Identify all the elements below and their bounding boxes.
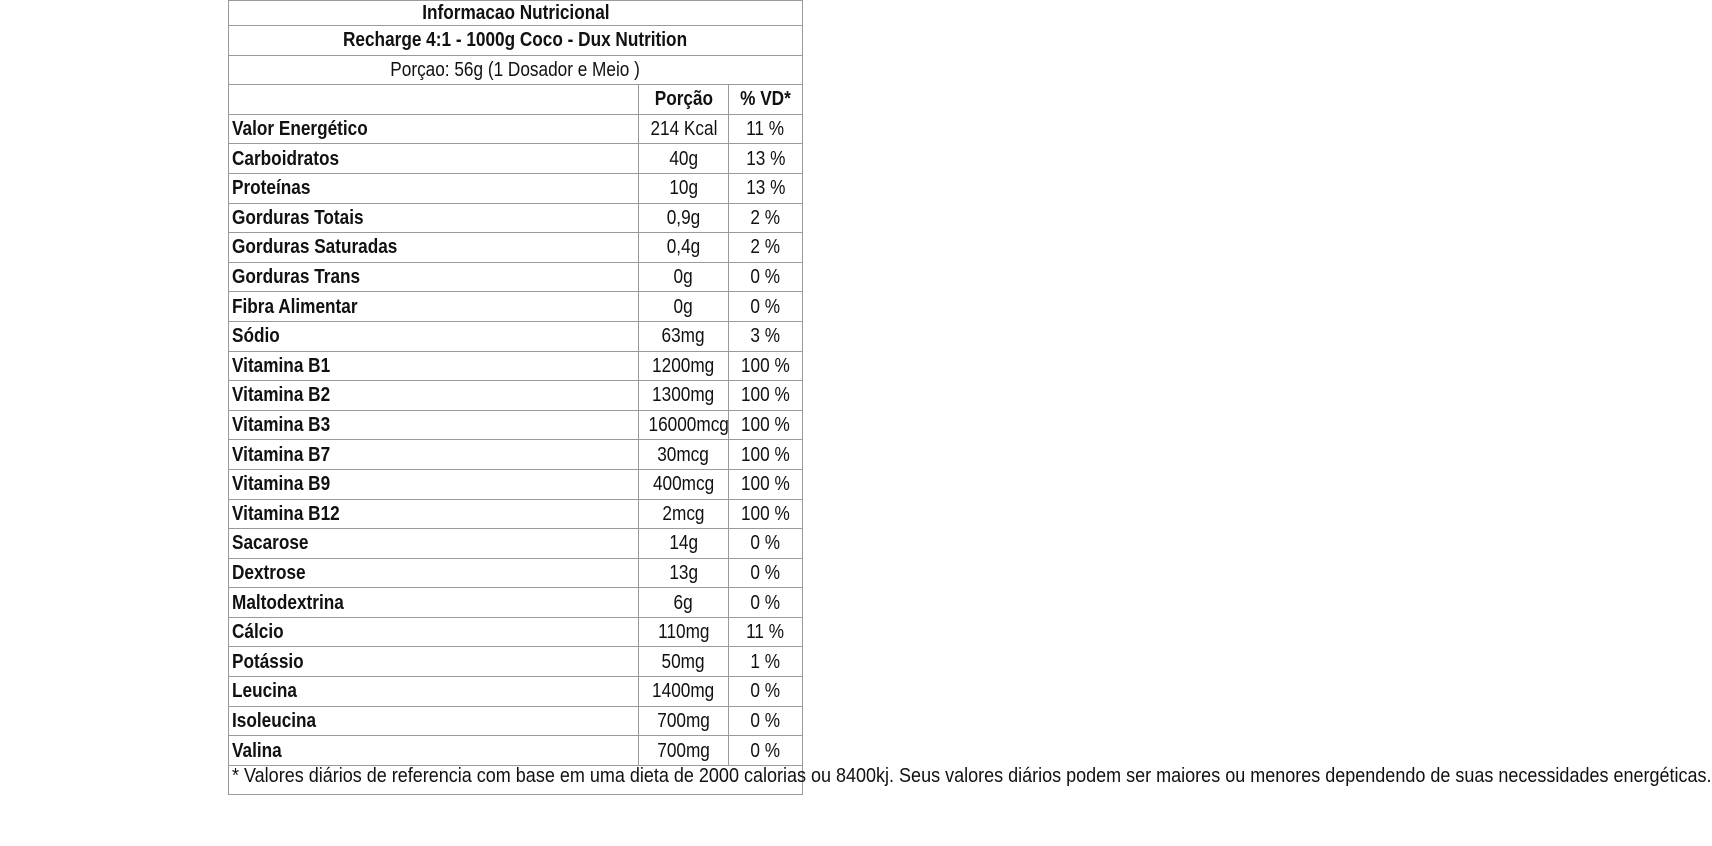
nutrient-name: Gorduras Trans — [229, 262, 639, 292]
nutrient-name: Valor Energético — [229, 114, 639, 144]
nutrient-dv: 13 % — [729, 173, 803, 203]
nutrient-name: Sódio — [229, 321, 639, 351]
nutrient-portion: 0,4g — [639, 233, 729, 263]
nutrient-dv: 11 % — [729, 617, 803, 647]
column-header-portion: Porção — [639, 85, 729, 115]
table-row — [229, 706, 803, 736]
nutrient-name: Vitamina B2 — [229, 381, 639, 411]
nutrient-portion: 14g — [639, 529, 729, 559]
nutrition-facts-panel — [228, 0, 1712, 846]
nutrient-portion: 10g — [639, 173, 729, 203]
column-header-dv: % VD* — [729, 85, 803, 115]
nutrient-portion: 400mcg — [639, 469, 729, 499]
nutrient-name: Fibra Alimentar — [229, 292, 639, 322]
nutrient-name: Isoleucina — [229, 706, 639, 736]
table-row — [229, 558, 803, 588]
nutrient-name: Maltodextrina — [229, 588, 639, 618]
nutrient-name: Valina — [229, 736, 639, 766]
footnote: * Valores diários de referencia com base em uma dieta de 2000 calorias ou 8400kj. Seus valores diários podem ser maiores ou menores dependendo de suas necessidades energéticas. — [229, 765, 803, 795]
product-row — [229, 26, 803, 56]
nutrient-dv: 11 % — [729, 114, 803, 144]
nutrient-portion: 0g — [639, 262, 729, 292]
nutrient-name: Leucina — [229, 677, 639, 707]
nutrient-dv: 0 % — [729, 588, 803, 618]
nutrient-name: Vitamina B12 — [229, 499, 639, 529]
table-row — [229, 617, 803, 647]
table-row — [229, 499, 803, 529]
nutrient-portion: 214 Kcal — [639, 114, 729, 144]
nutrient-portion: 700mg — [639, 706, 729, 736]
nutrient-dv: 0 % — [729, 706, 803, 736]
table-row — [229, 203, 803, 233]
nutrient-dv: 0 % — [729, 677, 803, 707]
table-row — [229, 469, 803, 499]
nutrient-dv: 100 % — [729, 381, 803, 411]
table-row — [229, 381, 803, 411]
nutrient-name: Vitamina B1 — [229, 351, 639, 381]
table-row — [229, 647, 803, 677]
table-row — [229, 588, 803, 618]
table-row — [229, 736, 803, 766]
nutrient-dv: 3 % — [729, 321, 803, 351]
nutrient-name: Vitamina B3 — [229, 410, 639, 440]
nutrient-dv: 2 % — [729, 203, 803, 233]
nutrient-portion: 1200mg — [639, 351, 729, 381]
nutrient-portion: 6g — [639, 588, 729, 618]
nutrient-dv: 0 % — [729, 529, 803, 559]
nutrient-name: Potássio — [229, 647, 639, 677]
nutrient-dv: 100 % — [729, 499, 803, 529]
nutrient-portion: 30mcg — [639, 440, 729, 470]
nutrient-portion: 700mg — [639, 736, 729, 766]
nutrient-portion: 13g — [639, 558, 729, 588]
nutrient-portion: 50mg — [639, 647, 729, 677]
nutrient-name: Cálcio — [229, 617, 639, 647]
title-row — [229, 1, 803, 26]
nutrient-name: Carboidratos — [229, 144, 639, 174]
nutrient-portion: 1300mg — [639, 381, 729, 411]
nutrient-dv: 100 % — [729, 410, 803, 440]
nutrient-portion: 110mg — [639, 617, 729, 647]
table-row — [229, 173, 803, 203]
table-row — [229, 529, 803, 559]
nutrient-dv: 100 % — [729, 469, 803, 499]
nutrient-dv: 100 % — [729, 440, 803, 470]
nutrient-dv: 0 % — [729, 262, 803, 292]
nutrient-name: Vitamina B9 — [229, 469, 639, 499]
nutrient-dv: 1 % — [729, 647, 803, 677]
nutrient-name: Gorduras Saturadas — [229, 233, 639, 263]
nutrient-name: Sacarose — [229, 529, 639, 559]
nutrient-portion: 40g — [639, 144, 729, 174]
nutrient-dv: 2 % — [729, 233, 803, 263]
footnote-row — [229, 765, 803, 795]
table-row — [229, 144, 803, 174]
table-row — [229, 321, 803, 351]
nutrient-portion: 0g — [639, 292, 729, 322]
table-row — [229, 292, 803, 322]
nutrient-portion: 16000mcg — [639, 410, 729, 440]
table-row — [229, 351, 803, 381]
nutrient-portion: 0,9g — [639, 203, 729, 233]
table-row — [229, 410, 803, 440]
nutrient-dv: 13 % — [729, 144, 803, 174]
serving-row — [229, 55, 803, 85]
product-name: Recharge 4:1 - 1000g Coco - Dux Nutrition — [229, 26, 803, 56]
nutrient-name: Proteínas — [229, 173, 639, 203]
nutrient-portion: 1400mg — [639, 677, 729, 707]
nutrient-dv: 0 % — [729, 558, 803, 588]
header-row — [229, 85, 803, 115]
nutrient-dv: 0 % — [729, 736, 803, 766]
nutrient-name: Dextrose — [229, 558, 639, 588]
table-title: Informacao Nutricional — [229, 1, 803, 26]
nutrient-portion: 2mcg — [639, 499, 729, 529]
table-row — [229, 262, 803, 292]
table-row — [229, 677, 803, 707]
nutrient-dv: 0 % — [729, 292, 803, 322]
table-row — [229, 440, 803, 470]
nutrient-name: Vitamina B7 — [229, 440, 639, 470]
nutrient-dv: 100 % — [729, 351, 803, 381]
table-row — [229, 233, 803, 263]
nutrient-portion: 63mg — [639, 321, 729, 351]
nutrient-name: Gorduras Totais — [229, 203, 639, 233]
serving-size: Porçao: 56g (1 Dosador e Meio ) — [229, 55, 803, 85]
table-row — [229, 114, 803, 144]
nutrition-table — [228, 0, 1712, 795]
header-blank-cell — [229, 85, 639, 115]
